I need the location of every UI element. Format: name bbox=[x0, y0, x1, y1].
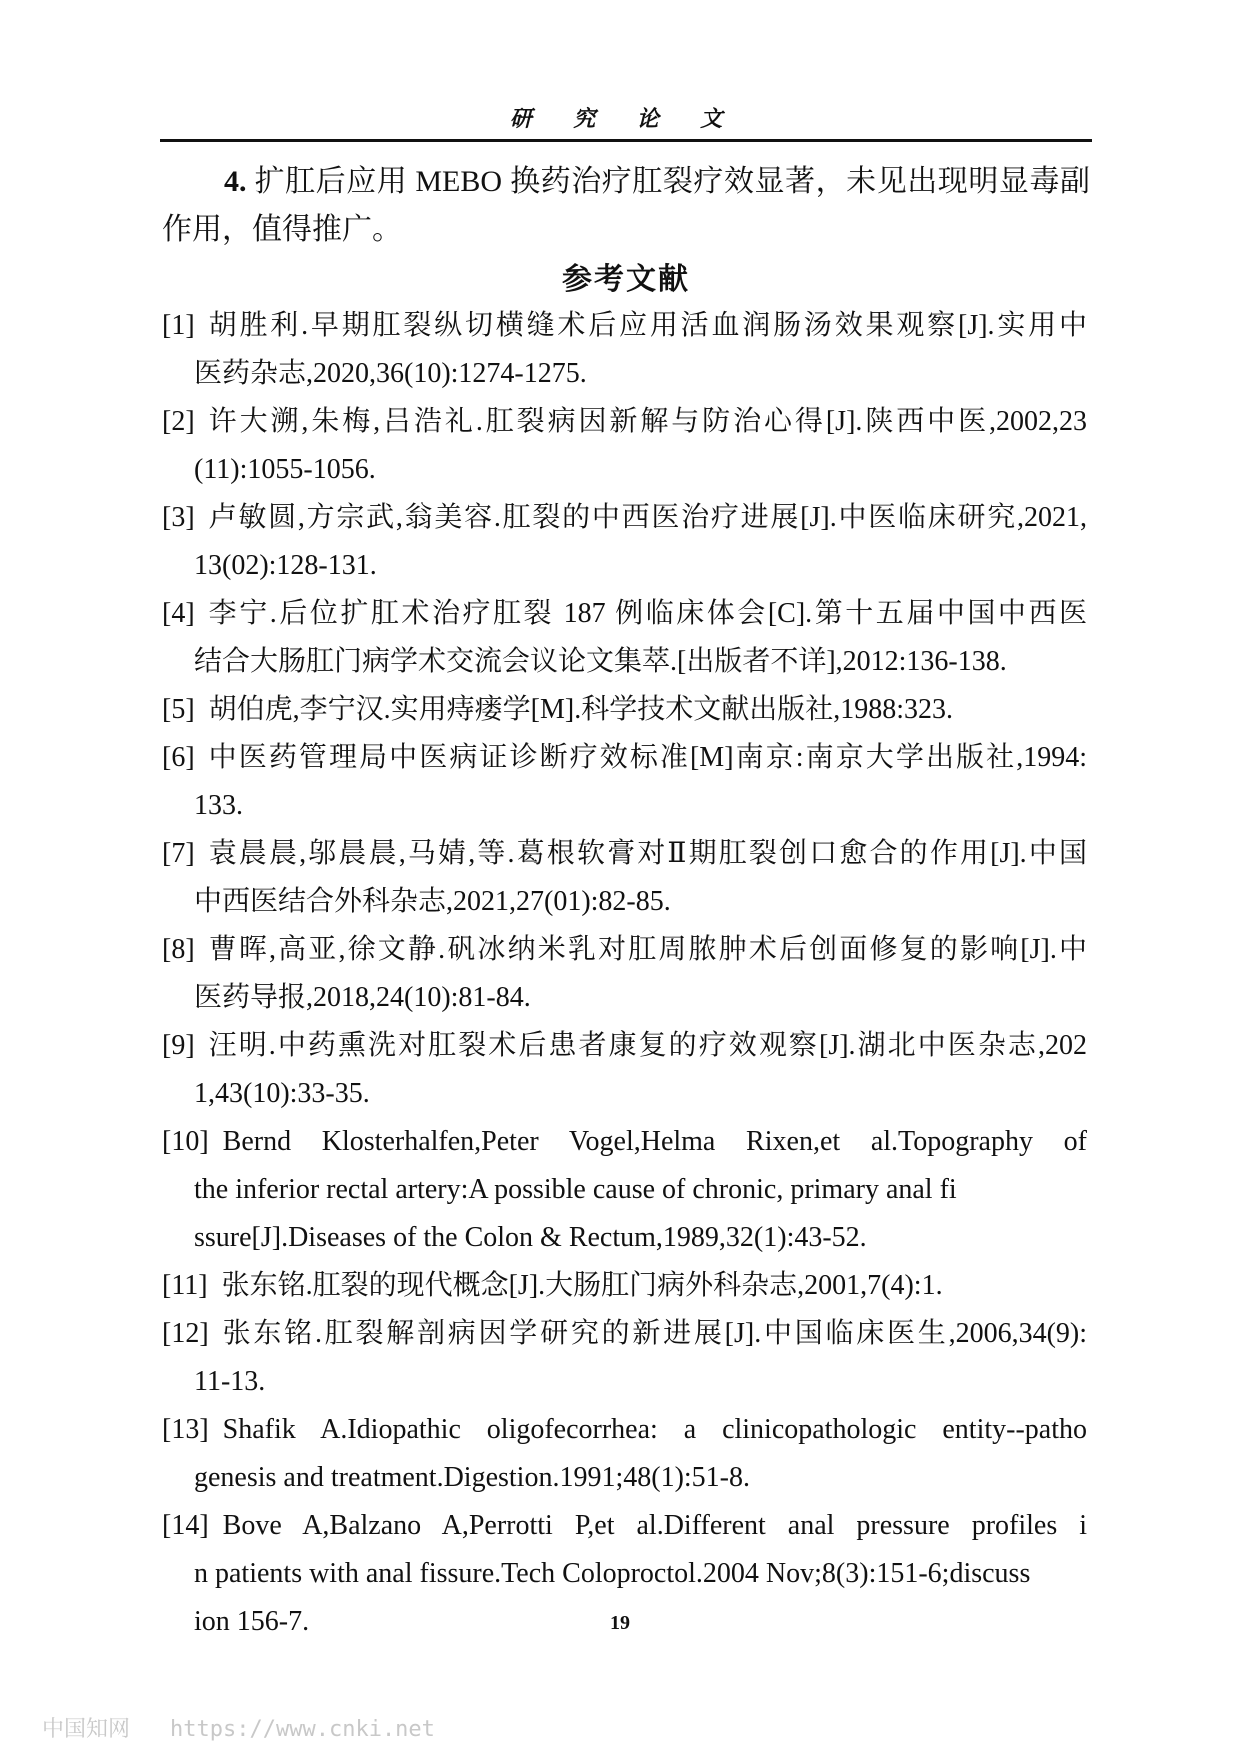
reference-line: 袁晨晨,邬晨晨,马婧,等.葛根软膏对Ⅱ期肛裂创口愈合的作用[J].中国 bbox=[208, 838, 1087, 869]
reference-line: (11):1055-1056. bbox=[194, 454, 376, 485]
conclusion-number: 4. bbox=[224, 165, 247, 198]
watermark-url: https://www.cnki.net bbox=[170, 1717, 435, 1742]
running-header: 研 究 论 文 bbox=[509, 106, 741, 131]
reference-line: 13(02):128-131. bbox=[194, 550, 377, 581]
reference-line: 医药杂志,2020,36(10):1274-1275. bbox=[194, 358, 587, 389]
reference-item-13 bbox=[162, 1407, 1087, 1501]
reference-line: 张东铭.肛裂解剖病因学研究的新进展[J].中国临床医生,2006,34(9): bbox=[222, 1318, 1087, 1349]
reference-line: n patients with anal fissure.Tech Coloproctol.2004 Nov;8(3):151-6;discuss bbox=[194, 1558, 1031, 1589]
reference-line: 胡胜利.早期肛裂纵切横缝术后应用活血润肠汤效果观察[J].实用中 bbox=[208, 310, 1087, 341]
watermark bbox=[42, 1712, 435, 1743]
page-number: 19 bbox=[610, 1612, 630, 1634]
reference-line: ion 156-7. bbox=[194, 1606, 310, 1637]
reference-number: [8] bbox=[162, 934, 195, 965]
reference-number: [1] bbox=[162, 310, 195, 341]
reference-item-1 bbox=[162, 303, 1087, 397]
reference-list bbox=[162, 303, 1087, 1647]
reference-line: 结合大肠肛门病学术交流会议论文集萃.[出版者不详],2012:136-138. bbox=[194, 646, 1007, 677]
reference-item-12 bbox=[162, 1311, 1087, 1405]
reference-line: Shafik A.Idiopathic oligofecorrhea: a clinicopathologic entity--patho bbox=[222, 1414, 1087, 1445]
reference-number: [14] bbox=[162, 1510, 209, 1541]
reference-line: 133. bbox=[194, 790, 243, 821]
reference-number: [6] bbox=[162, 742, 195, 773]
reference-number: [12] bbox=[162, 1318, 209, 1349]
reference-line: the inferior rectal artery:A possible cause of chronic, primary anal fi bbox=[194, 1174, 957, 1205]
reference-line: 曹晖,高亚,徐文静.矾冰纳米乳对肛周脓肿术后创面修复的影响[J].中 bbox=[208, 934, 1087, 965]
reference-item-4 bbox=[162, 591, 1087, 685]
reference-number: [9] bbox=[162, 1030, 195, 1061]
reference-line: 11-13. bbox=[194, 1366, 266, 1397]
reference-line: 医药导报,2018,24(10):81-84. bbox=[194, 982, 531, 1013]
references-title: 参考文献 bbox=[562, 262, 690, 297]
reference-number: [4] bbox=[162, 598, 195, 629]
conclusion-text: 扩肛后应用 MEBO 换药治疗肛裂疗效显著，未见出现明显毒副作用，值得推广。 bbox=[162, 165, 1090, 246]
reference-item-2 bbox=[162, 399, 1087, 493]
watermark-brand: 中国知网 bbox=[42, 1717, 131, 1742]
reference-line: ssure[J].Diseases of the Colon & Rectum,1989,32(1):43-52. bbox=[194, 1222, 867, 1253]
header-rule bbox=[160, 139, 1092, 142]
conclusion-paragraph bbox=[162, 158, 1090, 254]
reference-line: 许大溯,朱梅,吕浩礼.肛裂病因新解与防治心得[J].陕西中医,2002,23 bbox=[208, 406, 1087, 437]
reference-item-3 bbox=[162, 495, 1087, 589]
reference-number: [2] bbox=[162, 406, 195, 437]
reference-number: [3] bbox=[162, 502, 195, 533]
reference-item-11 bbox=[162, 1263, 1087, 1309]
reference-item-7 bbox=[162, 831, 1087, 925]
reference-line: Bernd Klosterhalfen,Peter Vogel,Helma Rixen,et al.Topography of bbox=[222, 1126, 1087, 1157]
reference-item-10 bbox=[162, 1119, 1087, 1261]
reference-item-9 bbox=[162, 1023, 1087, 1117]
reference-line: 李宁.后位扩肛术治疗肛裂 187 例临床体会[C].第十五届中国中西医 bbox=[208, 598, 1087, 629]
reference-line: Bove A,Balzano A,Perrotti P,et al.Different anal pressure profiles i bbox=[222, 1510, 1087, 1541]
reference-item-5 bbox=[162, 687, 1087, 733]
reference-number: [13] bbox=[162, 1414, 209, 1445]
reference-line: 中医药管理局中医病证诊断疗效标准[M]南京:南京大学出版社,1994: bbox=[208, 742, 1087, 773]
reference-item-8 bbox=[162, 927, 1087, 1021]
reference-line: 汪明.中药熏洗对肛裂术后患者康复的疗效观察[J].湖北中医杂志,202 bbox=[208, 1030, 1087, 1061]
reference-line: 1,43(10):33-35. bbox=[194, 1078, 370, 1109]
reference-line: 卢敏圆,方宗武,翁美容.肛裂的中西医治疗进展[J].中医临床研究,2021, bbox=[208, 502, 1087, 533]
reference-line: 张东铭.肛裂的现代概念[J].大肠肛门病外科杂志,2001,7(4):1. bbox=[221, 1270, 943, 1301]
reference-number: [5] bbox=[162, 694, 195, 725]
reference-number: [10] bbox=[162, 1126, 209, 1157]
reference-item-6 bbox=[162, 735, 1087, 829]
reference-line: genesis and treatment.Digestion.1991;48(1):51-8. bbox=[194, 1462, 750, 1493]
reference-line: 中西医结合外科杂志,2021,27(01):82-85. bbox=[194, 886, 671, 917]
reference-line: 胡伯虎,李宁汉.实用痔瘘学[M].科学技术文献出版社,1988:323. bbox=[208, 694, 953, 725]
reference-number: [11] bbox=[162, 1270, 208, 1301]
reference-number: [7] bbox=[162, 838, 195, 869]
